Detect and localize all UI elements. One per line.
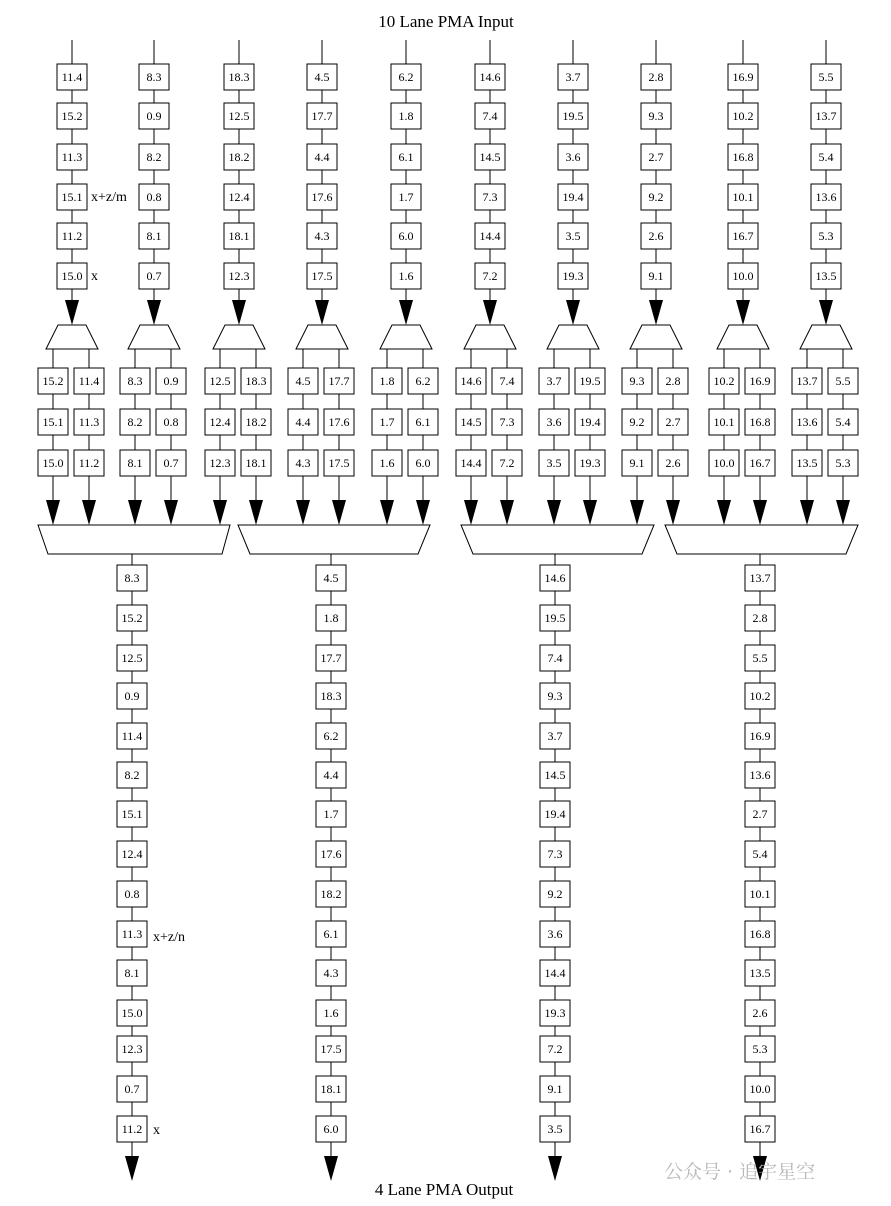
output-block-label: 7.3 — [547, 847, 563, 861]
input-block-label: 3.5 — [565, 229, 581, 243]
split-block-label: 13.6 — [796, 415, 818, 429]
split-block-label: 12.5 — [209, 374, 231, 388]
input-lane-arrowhead — [819, 300, 833, 325]
output-block-label: 12.5 — [121, 651, 143, 665]
demux-shape — [464, 325, 516, 349]
mux-shape — [238, 525, 430, 554]
split-block-label: 4.3 — [295, 456, 311, 470]
input-block-label: 14.6 — [479, 70, 501, 84]
input-block-label: 8.1 — [146, 229, 162, 243]
output-block-label: 18.1 — [320, 1082, 342, 1096]
mux-shape — [665, 525, 858, 554]
split-block-label: 12.3 — [209, 456, 231, 470]
output-block-label: 17.5 — [320, 1042, 342, 1056]
split-lane-arrowhead — [249, 500, 263, 525]
split-lane-arrowhead — [46, 500, 60, 525]
annotation-output-lower: x — [153, 1123, 160, 1138]
split-block-label: 19.3 — [579, 456, 601, 470]
split-block-label: 4.5 — [295, 374, 311, 388]
output-block-label: 19.5 — [544, 611, 566, 625]
split-lane-arrowhead — [296, 500, 310, 525]
output-block-label: 8.2 — [124, 768, 140, 782]
annotation-input-upper: x+z/m — [91, 190, 127, 205]
input-block-label: 13.5 — [815, 269, 837, 283]
output-block-label: 16.9 — [749, 729, 771, 743]
output-block-label: 18.3 — [320, 689, 342, 703]
input-block-label: 9.3 — [648, 109, 664, 123]
output-block-label: 10.1 — [749, 887, 771, 901]
input-lane-arrowhead — [65, 300, 79, 325]
split-block-label: 0.9 — [163, 374, 179, 388]
split-block-label: 9.2 — [629, 415, 645, 429]
mux-shape — [38, 525, 230, 554]
input-block-label: 4.3 — [314, 229, 330, 243]
input-block-label: 15.2 — [61, 109, 83, 123]
annotation-output-upper: x+z/n — [153, 930, 185, 945]
output-block-label: 5.4 — [752, 847, 768, 861]
output-block-label: 4.3 — [323, 966, 339, 980]
output-block-label: 1.7 — [323, 807, 339, 821]
split-block-label: 5.3 — [835, 456, 851, 470]
split-block-label: 15.0 — [42, 456, 64, 470]
input-lane-arrowhead — [315, 300, 329, 325]
split-lane-arrowhead — [583, 500, 597, 525]
split-block-label: 0.8 — [163, 415, 179, 429]
input-block-label: 6.1 — [398, 150, 414, 164]
output-block-label: 7.4 — [547, 651, 563, 665]
split-block-label: 1.7 — [379, 415, 395, 429]
split-block-label: 13.7 — [796, 374, 818, 388]
split-block-label: 8.1 — [127, 456, 143, 470]
input-block-label: 9.2 — [648, 190, 664, 204]
output-block-label: 10.2 — [749, 689, 771, 703]
demux-shape — [296, 325, 348, 349]
split-block-label: 2.6 — [665, 456, 681, 470]
demux-shape — [128, 325, 180, 349]
output-block-label: 10.0 — [749, 1082, 771, 1096]
input-block-label: 18.3 — [228, 70, 250, 84]
output-block-label: 14.4 — [544, 966, 566, 980]
input-block-label: 10.1 — [732, 190, 754, 204]
split-lane-arrowhead — [416, 500, 430, 525]
output-block-label: 14.6 — [544, 571, 566, 585]
input-lane-arrowhead — [566, 300, 580, 325]
input-block-label: 5.3 — [818, 229, 834, 243]
input-block-label: 17.5 — [311, 269, 333, 283]
input-block-label: 4.5 — [314, 70, 330, 84]
output-block-label: 6.1 — [323, 927, 339, 941]
split-lane-arrowhead — [213, 500, 227, 525]
output-block-label: 8.1 — [124, 966, 140, 980]
split-block-label: 5.5 — [835, 374, 851, 388]
split-block-label: 7.2 — [499, 456, 515, 470]
split-block-label: 19.5 — [579, 374, 601, 388]
input-block-label: 11.2 — [61, 229, 83, 243]
split-lane-arrowhead — [630, 500, 644, 525]
output-block-label: 6.0 — [323, 1122, 339, 1136]
input-lane-arrowhead — [232, 300, 246, 325]
output-block-label: 3.6 — [547, 927, 563, 941]
split-block-label: 18.1 — [245, 456, 267, 470]
input-block-label: 19.4 — [562, 190, 584, 204]
input-lane-arrowhead — [147, 300, 161, 325]
output-lane-arrowhead — [125, 1156, 139, 1181]
split-block-label: 4.4 — [295, 415, 311, 429]
output-block-label: 17.7 — [320, 651, 342, 665]
output-block-label: 2.8 — [752, 611, 768, 625]
split-block-label: 3.6 — [546, 415, 562, 429]
input-block-label: 0.8 — [146, 190, 162, 204]
demux-shape — [800, 325, 852, 349]
input-block-label: 2.7 — [648, 150, 664, 164]
output-block-label: 7.2 — [547, 1042, 563, 1056]
split-block-label: 2.8 — [665, 374, 681, 388]
output-block-label: 15.2 — [121, 611, 143, 625]
split-block-label: 10.2 — [713, 374, 735, 388]
input-block-label: 13.7 — [815, 109, 837, 123]
split-block-label: 17.7 — [328, 374, 350, 388]
output-block-label: 13.7 — [749, 571, 771, 585]
output-block-label: 3.5 — [547, 1122, 563, 1136]
mux-shape — [461, 525, 654, 554]
split-lane-arrowhead — [666, 500, 680, 525]
input-block-label: 16.7 — [732, 229, 754, 243]
split-block-label: 3.7 — [546, 374, 562, 388]
split-block-label: 16.9 — [749, 374, 771, 388]
output-lane-arrowhead — [324, 1156, 338, 1181]
split-block-label: 11.4 — [78, 374, 100, 388]
split-lane-arrowhead — [82, 500, 96, 525]
input-lane-arrowhead — [649, 300, 663, 325]
data-blocks — [38, 64, 858, 1142]
output-block-label: 12.3 — [121, 1042, 143, 1056]
input-block-label: 2.6 — [648, 229, 664, 243]
split-block-label: 12.4 — [209, 415, 231, 429]
output-block-label: 17.6 — [320, 847, 342, 861]
split-block-label: 10.1 — [713, 415, 735, 429]
split-lane-arrowhead — [380, 500, 394, 525]
input-block-label: 0.9 — [146, 109, 162, 123]
split-block-label: 17.6 — [328, 415, 350, 429]
split-block-label: 14.4 — [460, 456, 482, 470]
split-block-label: 7.4 — [499, 374, 515, 388]
input-block-label: 18.2 — [228, 150, 250, 164]
split-lane-arrowhead — [500, 500, 514, 525]
input-block-label: 5.5 — [818, 70, 834, 84]
input-block-label: 10.0 — [732, 269, 754, 283]
output-block-label: 19.3 — [544, 1006, 566, 1020]
output-block-label: 6.2 — [323, 729, 339, 743]
input-block-label: 2.8 — [648, 70, 664, 84]
split-block-label: 15.2 — [42, 374, 64, 388]
split-block-label: 8.3 — [127, 374, 143, 388]
input-block-label: 19.5 — [562, 109, 584, 123]
input-block-label: 8.2 — [146, 150, 162, 164]
split-block-label: 0.7 — [163, 456, 179, 470]
output-lane-arrowhead — [548, 1156, 562, 1181]
output-block-label: 3.7 — [547, 729, 563, 743]
demux-shape — [547, 325, 599, 349]
demux-shape — [213, 325, 265, 349]
output-block-label: 1.8 — [323, 611, 339, 625]
input-lane-arrowhead — [736, 300, 750, 325]
output-block-label: 15.0 — [121, 1006, 143, 1020]
input-lane-arrowhead — [399, 300, 413, 325]
input-block-label: 12.5 — [228, 109, 250, 123]
split-lane-arrowhead — [753, 500, 767, 525]
output-block-label: 16.7 — [749, 1122, 771, 1136]
split-block-label: 10.0 — [713, 456, 735, 470]
input-block-label: 14.4 — [479, 229, 501, 243]
input-block-label: 3.7 — [565, 70, 581, 84]
split-block-label: 6.0 — [415, 456, 431, 470]
mux-demux-shapes — [38, 325, 858, 554]
split-block-label: 18.2 — [245, 415, 267, 429]
output-block-label: 19.4 — [544, 807, 566, 821]
input-block-label: 16.8 — [732, 150, 754, 164]
input-block-label: 17.7 — [311, 109, 333, 123]
split-lane-arrowhead — [800, 500, 814, 525]
split-block-label: 3.5 — [546, 456, 562, 470]
split-block-label: 14.6 — [460, 374, 482, 388]
diagram-title-bottom: 4 Lane PMA Output — [374, 1180, 514, 1199]
input-block-label: 10.2 — [732, 109, 754, 123]
split-block-label: 11.3 — [78, 415, 100, 429]
input-block-label: 12.4 — [228, 190, 250, 204]
output-block-label: 9.1 — [547, 1082, 563, 1096]
output-block-label: 0.7 — [124, 1082, 140, 1096]
output-block-label: 18.2 — [320, 887, 342, 901]
output-block-label: 1.6 — [323, 1006, 339, 1020]
output-block-label: 9.3 — [547, 689, 563, 703]
input-block-label: 4.4 — [314, 150, 330, 164]
demux-shape — [380, 325, 432, 349]
split-block-label: 13.5 — [796, 456, 818, 470]
input-block-label: 9.1 — [648, 269, 664, 283]
input-block-label: 6.2 — [398, 70, 414, 84]
input-block-label: 15.0 — [61, 269, 83, 283]
split-block-label: 8.2 — [127, 415, 143, 429]
input-block-label: 6.0 — [398, 229, 414, 243]
diagram-title-top: 10 Lane PMA Input — [378, 12, 514, 31]
output-block-label: 11.4 — [121, 729, 143, 743]
split-block-label: 11.2 — [78, 456, 100, 470]
output-block-label: 15.1 — [121, 807, 143, 821]
split-lane-arrowhead — [164, 500, 178, 525]
split-block-label: 9.1 — [629, 456, 645, 470]
split-block-label: 19.4 — [579, 415, 601, 429]
output-block-label: 0.9 — [124, 689, 140, 703]
input-block-label: 14.5 — [479, 150, 501, 164]
split-block-label: 6.2 — [415, 374, 431, 388]
output-block-label: 8.3 — [124, 571, 140, 585]
split-block-label: 17.5 — [328, 456, 350, 470]
output-block-label: 12.4 — [121, 847, 143, 861]
demux-shape — [630, 325, 682, 349]
output-block-label: 0.8 — [124, 887, 140, 901]
input-lane-arrowhead — [483, 300, 497, 325]
watermark: 公众号 · 追宇星空 — [664, 1161, 816, 1183]
input-block-label: 18.1 — [228, 229, 250, 243]
input-block-label: 0.7 — [146, 269, 162, 283]
split-block-label: 15.1 — [42, 415, 64, 429]
output-block-label: 5.3 — [752, 1042, 768, 1056]
output-block-label: 11.3 — [121, 927, 143, 941]
split-block-label: 18.3 — [245, 374, 267, 388]
input-block-label: 7.3 — [482, 190, 498, 204]
input-block-label: 7.4 — [482, 109, 498, 123]
input-block-label: 11.3 — [61, 150, 83, 164]
split-lane-arrowhead — [332, 500, 346, 525]
split-lane-arrowhead — [836, 500, 850, 525]
output-block-label: 13.5 — [749, 966, 771, 980]
input-block-label: 11.4 — [61, 70, 83, 84]
split-lane-arrowhead — [464, 500, 478, 525]
split-block-label: 9.3 — [629, 374, 645, 388]
output-block-label: 13.6 — [749, 768, 771, 782]
input-block-label: 13.6 — [815, 190, 837, 204]
split-block-label: 6.1 — [415, 415, 431, 429]
input-block-label: 1.8 — [398, 109, 414, 123]
input-block-label: 15.1 — [61, 190, 83, 204]
output-block-label: 5.5 — [752, 651, 768, 665]
annotation-input-lower: x — [91, 269, 98, 284]
split-block-label: 14.5 — [460, 415, 482, 429]
output-block-label: 4.5 — [323, 571, 339, 585]
output-block-label: 16.8 — [749, 927, 771, 941]
split-lane-arrowhead — [717, 500, 731, 525]
input-block-label: 8.3 — [146, 70, 162, 84]
input-block-label: 16.9 — [732, 70, 754, 84]
split-lane-arrowhead — [547, 500, 561, 525]
input-block-label: 7.2 — [482, 269, 498, 283]
split-block-label: 5.4 — [835, 415, 851, 429]
input-block-label: 12.3 — [228, 269, 250, 283]
input-block-label: 17.6 — [311, 190, 333, 204]
split-block-label: 1.8 — [379, 374, 395, 388]
output-block-label: 2.6 — [752, 1006, 768, 1020]
input-block-label: 1.7 — [398, 190, 414, 204]
output-block-label: 2.7 — [752, 807, 768, 821]
output-block-label: 14.5 — [544, 768, 566, 782]
split-block-label: 2.7 — [665, 415, 681, 429]
connector-lines — [53, 40, 843, 1156]
input-block-label: 3.6 — [565, 150, 581, 164]
input-block-label: 5.4 — [818, 150, 834, 164]
split-block-label: 16.7 — [749, 456, 771, 470]
split-lane-arrowhead — [128, 500, 142, 525]
output-block-label: 4.4 — [323, 768, 339, 782]
input-block-label: 19.3 — [562, 269, 584, 283]
output-block-label: 11.2 — [121, 1122, 143, 1136]
demux-shape — [46, 325, 98, 349]
output-block-label: 9.2 — [547, 887, 563, 901]
split-block-label: 1.6 — [379, 456, 395, 470]
demux-shape — [717, 325, 769, 349]
split-block-label: 7.3 — [499, 415, 515, 429]
split-block-label: 16.8 — [749, 415, 771, 429]
input-block-label: 1.6 — [398, 269, 414, 283]
